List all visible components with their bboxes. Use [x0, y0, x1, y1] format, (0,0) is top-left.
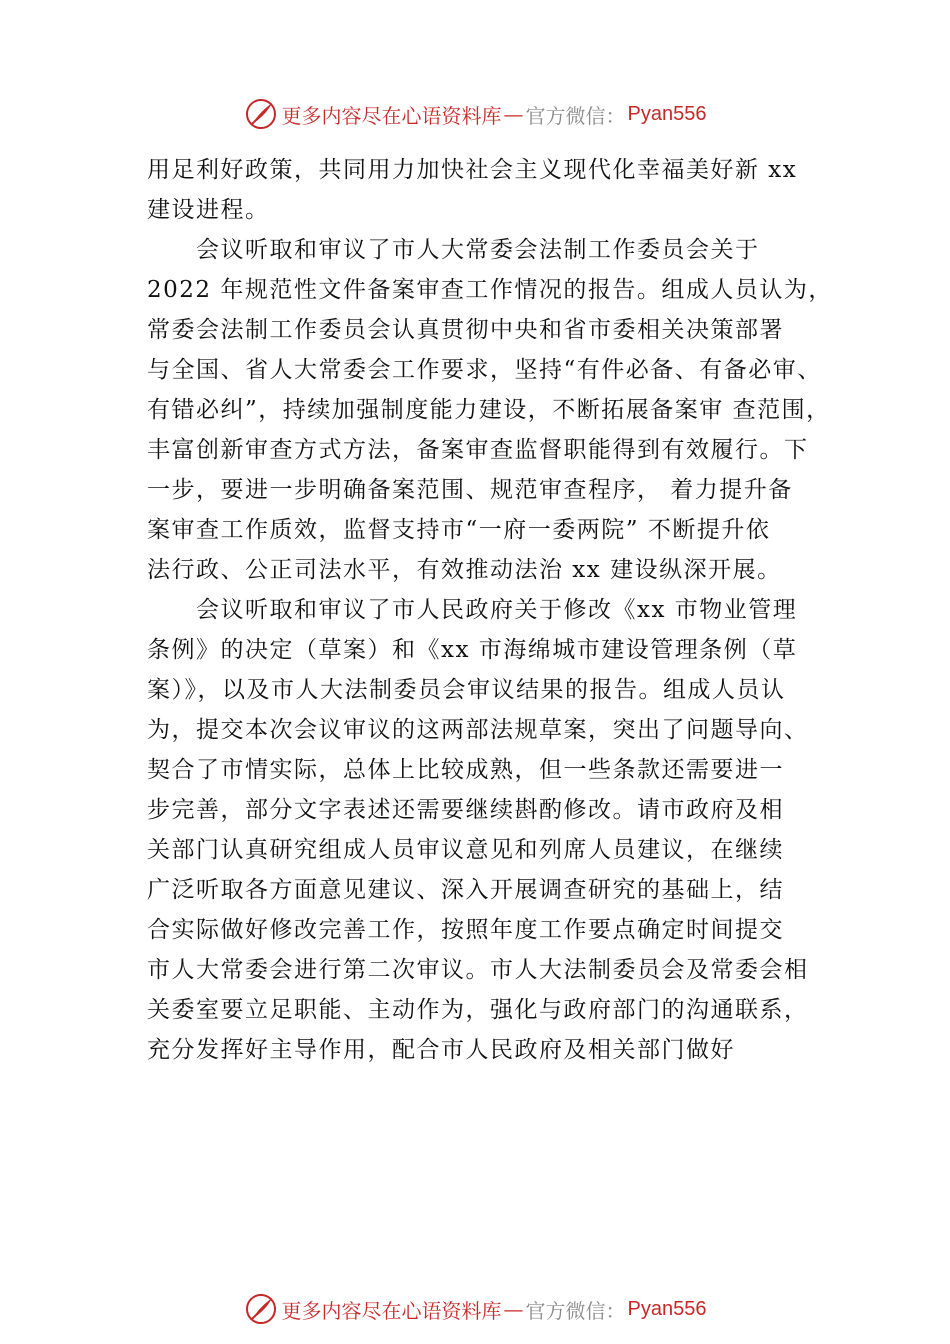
text-line: 充分发挥好主导作用，配合市人民政府及相关部门做好	[147, 1037, 735, 1063]
text-line: 有错必纠”，持续加强制度能力建设，不断拓展备案审 查范围，	[147, 397, 831, 423]
text-line: 会议听取和审议了市人民政府关于修改《xx 市物业管理	[147, 597, 798, 623]
text-line: 合实际做好修改完善工作，按照年度工作要点确定时间提交	[147, 917, 784, 943]
paragraph-1	[147, 150, 847, 230]
header-watermark	[0, 94, 950, 134]
text-line: 广泛听取各方面意见建议、深入开展调查研究的基础上，结	[147, 877, 784, 903]
text-line: 关委室要立足职能、主动作为，强化与政府部门的沟通联系，	[147, 997, 809, 1023]
text-line: 丰富创新审查方式方法，备案审查监督职能得到有效履行。下	[147, 437, 809, 463]
text-line: 常委会法制工作委员会认真贯彻中央和省市委相关决策部署	[147, 317, 784, 343]
text-line: 案审查工作质效，监督支持市“一府一委两院” 不断提升依	[147, 517, 771, 543]
watermark-dash: —	[503, 1297, 524, 1321]
watermark-site-text: 更多内容尽在心语资料库	[281, 103, 502, 128]
watermark-wechat-id: Pyan556	[627, 102, 707, 125]
feather-pen-logo-icon	[244, 97, 278, 131]
paragraph-3	[147, 590, 847, 1070]
text-line: 案）》，以及市人大法制委员会审议结果的报告。组成人员认	[147, 677, 786, 703]
text-line: 与全国、省人大常委会工作要求，坚持“有件必备、有备必审、	[147, 357, 822, 383]
watermark-site-text: 更多内容尽在心语资料库	[281, 1298, 502, 1323]
feather-pen-logo-icon	[244, 1292, 278, 1326]
text-line: 法行政、公正司法水平，有效推动法治 xx 建设纵深开展。	[147, 557, 782, 583]
watermark-wechat-label: 官方微信：	[525, 1298, 626, 1323]
paragraph-2	[147, 230, 847, 590]
text-line: 为，提交本次会议审议的这两部法规草案，突出了问题导向、	[147, 717, 809, 743]
text-line: 建设进程。	[147, 197, 270, 223]
text-line: 2022 年规范性文件备案审查工作情况的报告。组成人员认为，	[147, 277, 833, 303]
text-line: 步完善，部分文字表述还需要继续斟酌修改。请市政府及相	[147, 797, 784, 823]
text-line: 市人大常委会进行第二次审议。市人大法制委员会及常委会相	[147, 957, 809, 983]
text-line: 关部门认真研究组成人员审议意见和列席人员建议，在继续	[147, 837, 784, 863]
text-line: 契合了市情实际，总体上比较成熟，但一些条款还需要进一	[147, 757, 784, 783]
text-line: 一步，要进一步明确备案范围、规范审查程序， 着力提升备	[147, 477, 793, 503]
text-line: 会议听取和审议了市人大常委会法制工作委员会关于	[147, 237, 760, 263]
text-line: 用足利好政策，共同用力加快社会主义现代化幸福美好新 xx	[147, 157, 798, 183]
text-line: 条例》的决定（草案）和《xx 市海绵城市建设管理条例（草	[147, 637, 798, 663]
watermark-wechat-label: 官方微信：	[525, 103, 626, 128]
watermark-wechat-id: Pyan556	[627, 1297, 707, 1320]
watermark-dash: —	[503, 102, 524, 126]
document-body	[147, 150, 847, 1070]
footer-watermark	[0, 1289, 950, 1329]
